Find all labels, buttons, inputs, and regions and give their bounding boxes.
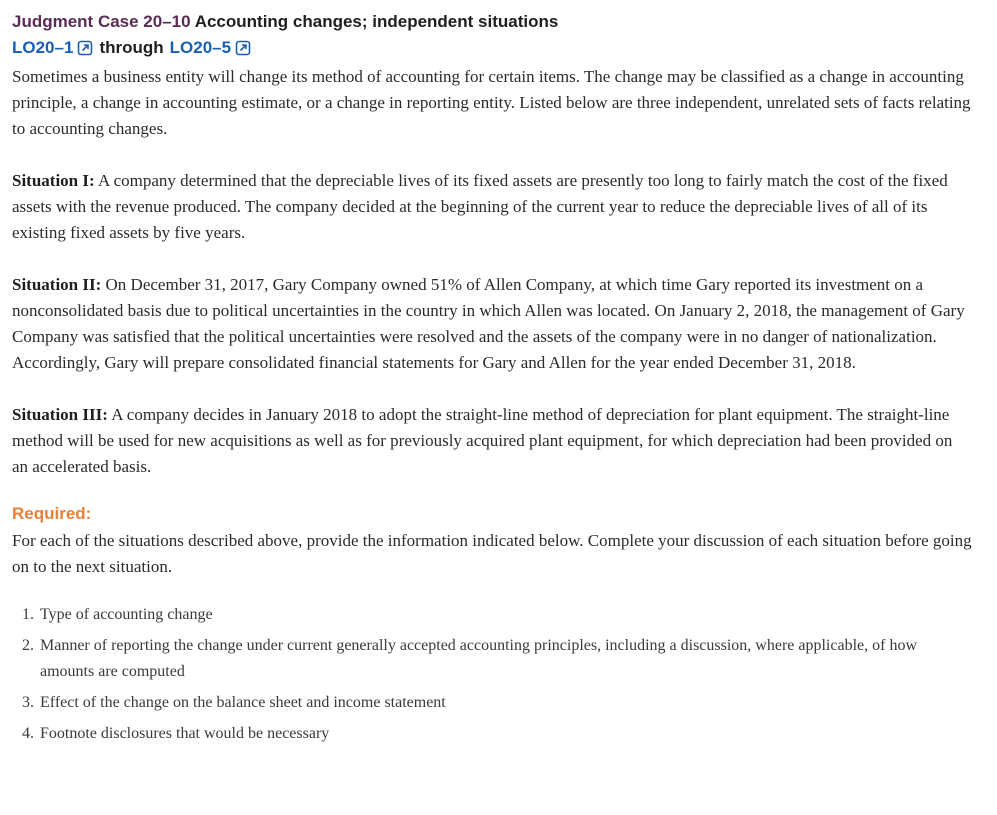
list-item [22, 633, 972, 685]
list-item-number: 3. [22, 694, 34, 711]
list-item [22, 602, 972, 628]
list-item-number: 4. [22, 725, 34, 742]
list-item-number: 1. [22, 606, 34, 623]
situation-3-label: Situation III: [12, 405, 108, 424]
lo-start-label: LO20–1 [12, 38, 74, 57]
required-list [22, 602, 972, 747]
list-item-text: Type of accounting change [40, 606, 213, 623]
situation-1 [12, 168, 972, 246]
case-title [12, 10, 972, 34]
external-link-icon [77, 40, 93, 56]
required-heading: Required: [12, 504, 92, 523]
list-item-text: Effect of the change on the balance sheet and income statement [40, 694, 446, 711]
list-item [22, 690, 972, 716]
situation-1-text: A company determined that the depreciable lives of its fixed assets are presently too long to fairly match the cost of the fixed assets with the revenue produced. The company decided at the beginning of the current year to reduce the depreciable lives of all of its existing fixed assets by five years. [12, 171, 948, 242]
required-instructions: For each of the situations described above, provide the information indicated below. Complete your discussion of each situation before going on to the next situation. [12, 531, 972, 576]
lo-through-text: through [99, 38, 164, 57]
situation-3 [12, 402, 972, 480]
case-document [12, 10, 972, 752]
case-title-text: Accounting changes; independent situations [194, 12, 559, 31]
lo-end-label: LO20–5 [169, 38, 232, 57]
situation-1-label: Situation I: [12, 171, 95, 190]
case-label: Judgment Case 20–10 [12, 12, 191, 31]
lo-start-link[interactable] [12, 36, 99, 60]
situation-3-text: A company decides in January 2018 to adopt the straight-line method of depreciation for plant equipment. The straight-line method will be used for new acquisitions as well as for previously acquired plant equipment, for which depreciation had been provided on an accelerated basis. [12, 405, 953, 476]
list-item [22, 721, 972, 747]
list-item-number: 2. [22, 637, 34, 654]
list-item-text: Manner of reporting the change under current generally accepted accounting principles, including a discussion, where applicable, of how amounts are computed [40, 637, 918, 680]
list-item-text: Footnote disclosures that would be necessary [40, 725, 330, 742]
intro-paragraph: Sometimes a business entity will change its method of accounting for certain items. The change may be classified as a change in accounting principle, a change in accounting estimate, or a change in reporting entity. Listed below are three independent, unrelated sets of facts relating to accounting changes. [12, 67, 971, 138]
learning-objectives [12, 36, 972, 60]
situation-2-text: On December 31, 2017, Gary Company owned 51% of Allen Company, at which time Gary reported its investment on a nonconsolidated basis due to political uncertainties in the country in which Allen was located. On January 2, 2018, the management of Gary Company was satisfied that the political uncertainties were resolved and the assets of the company were in no danger of nationalization. Accordingly, Gary will prepare consolidated financial statements for Gary and Allen for the year ended December 31, 2018. [12, 275, 965, 372]
lo-end-link[interactable] [170, 36, 257, 60]
situation-2-label: Situation II: [12, 275, 102, 294]
external-link-icon [235, 40, 251, 56]
situation-2 [12, 272, 972, 376]
